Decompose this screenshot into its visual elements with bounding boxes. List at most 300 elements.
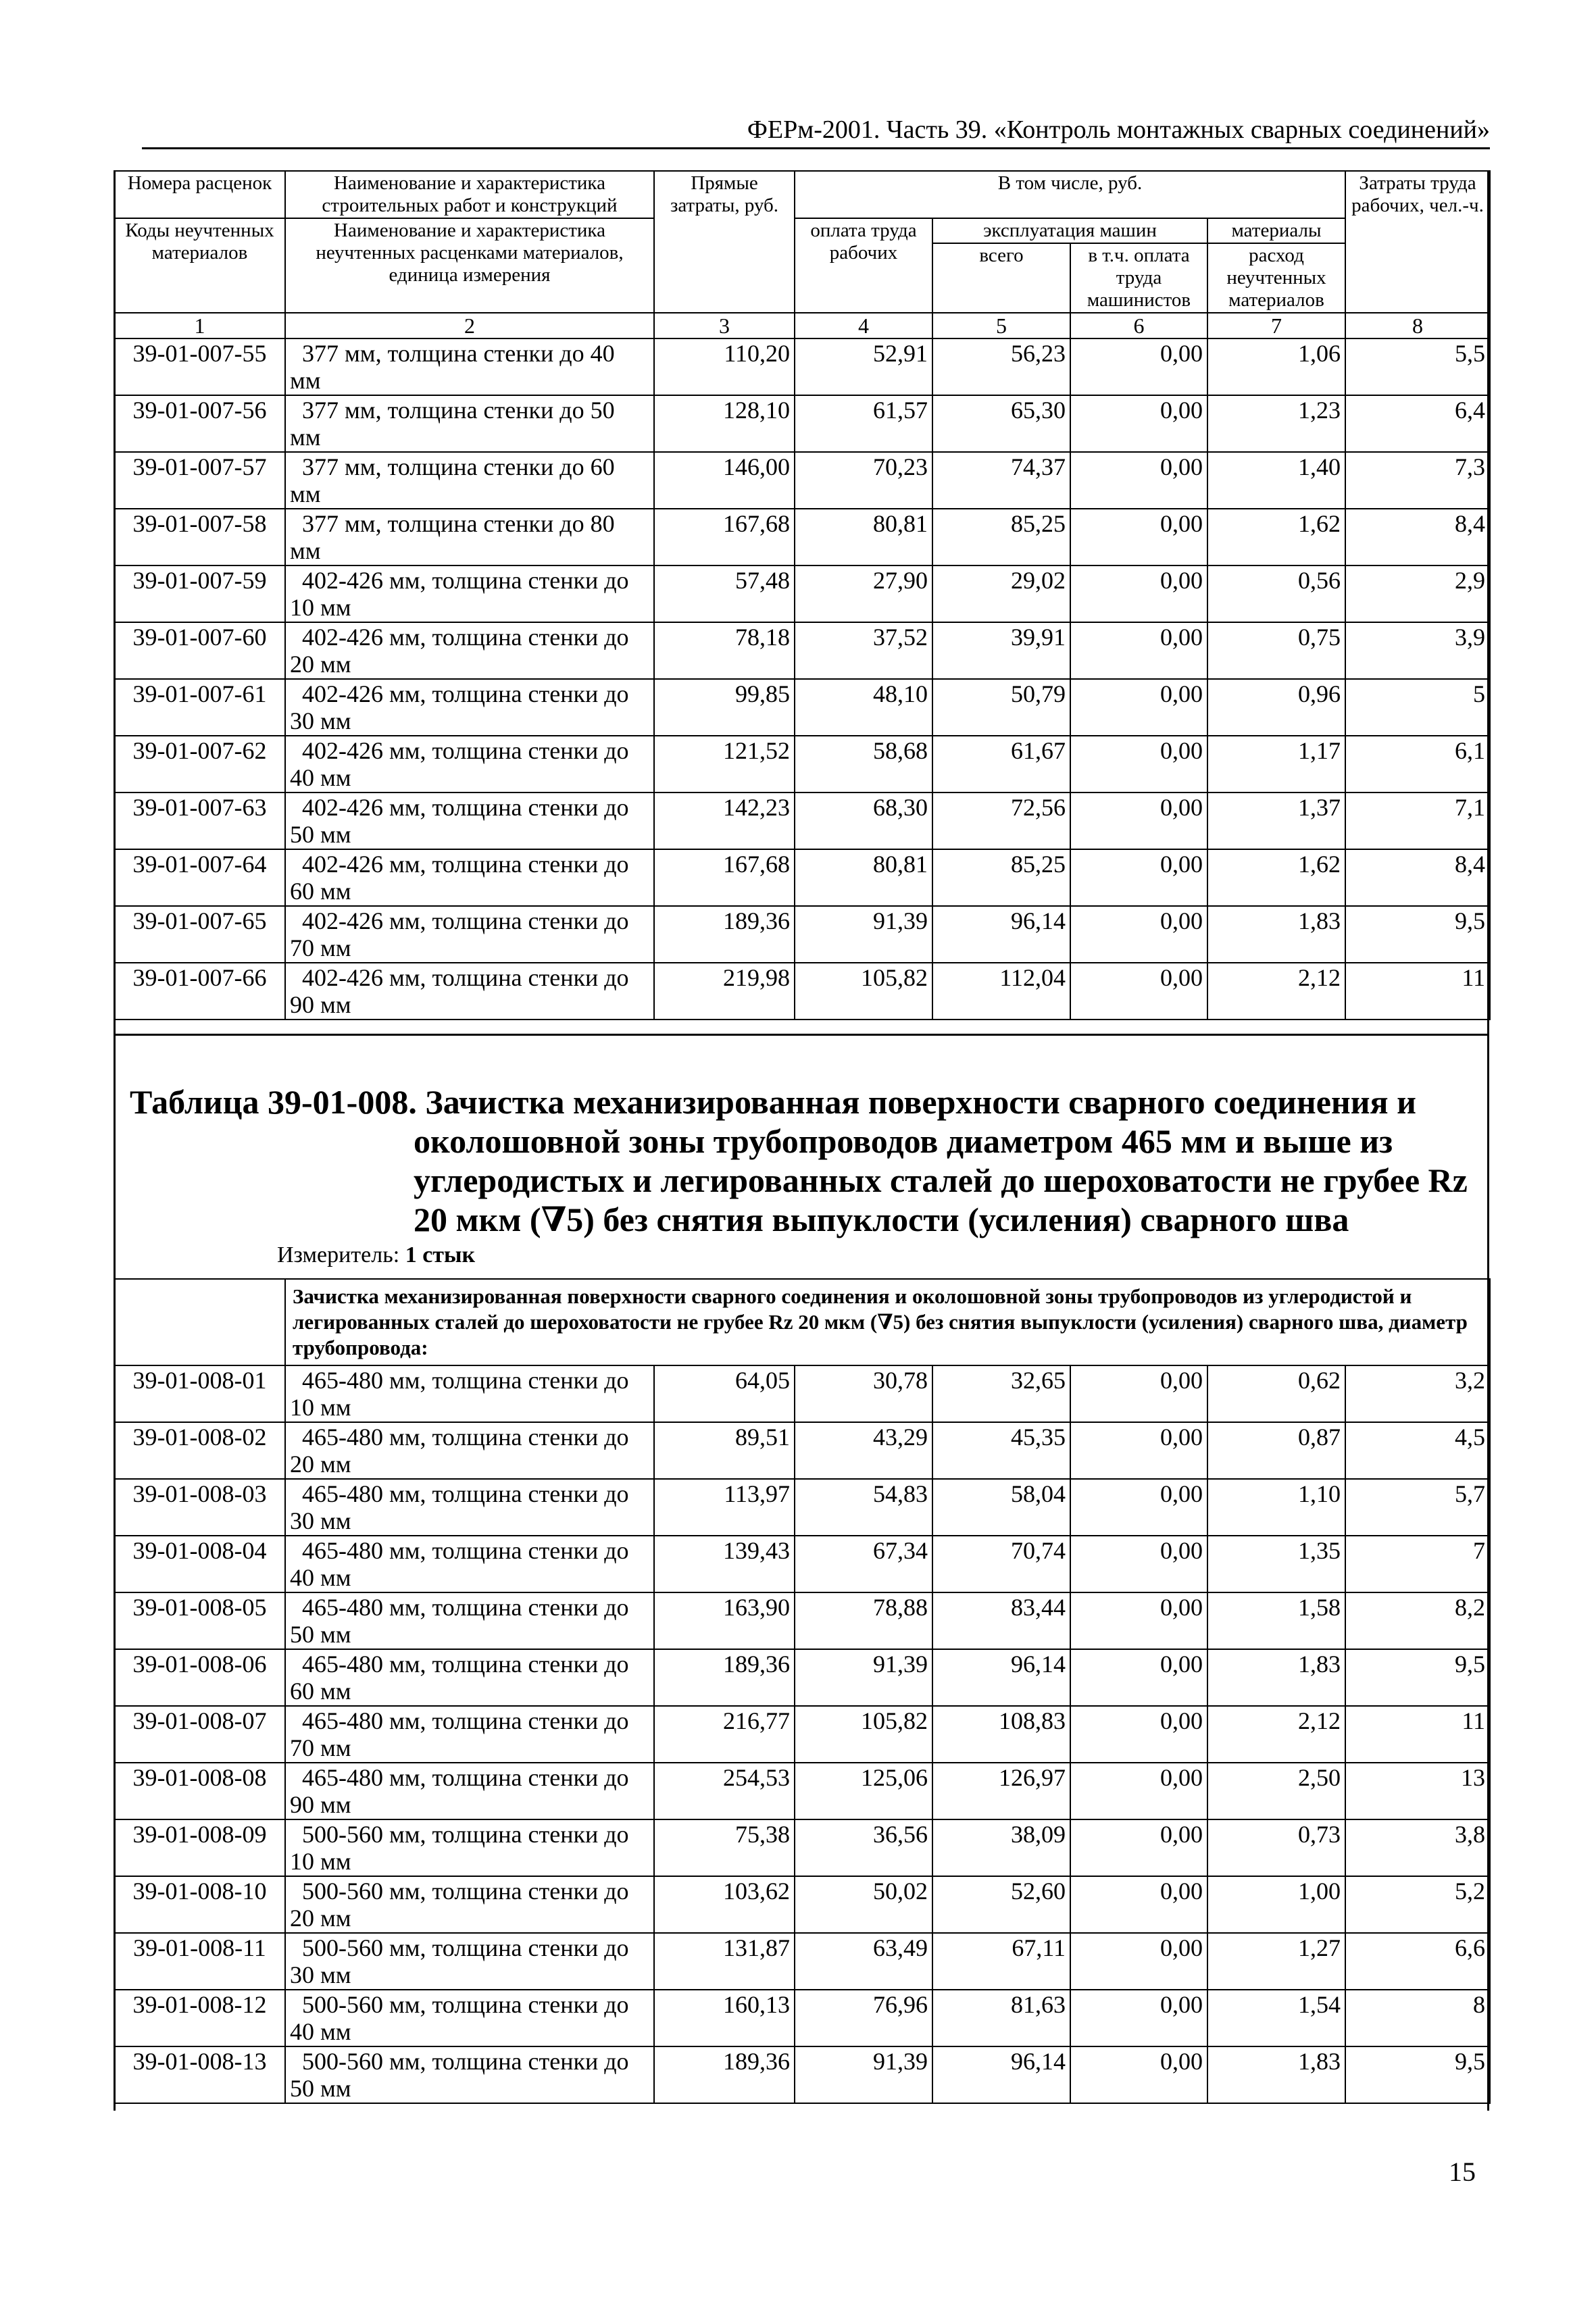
labor-costs-value: 11 xyxy=(1345,1706,1490,1763)
description-line: 465-480 мм, толщина стенки до xyxy=(302,1424,629,1451)
direct-costs-value: 113,97 xyxy=(654,1479,795,1536)
worker-pay-value: 52,91 xyxy=(795,338,932,395)
header-machine-operation: эксплуатация машин xyxy=(932,218,1207,243)
labor-costs-value: 5,5 xyxy=(1345,338,1490,395)
machine-total-value: 126,97 xyxy=(932,1763,1070,1819)
table-row xyxy=(114,1365,1490,1422)
direct-costs-value: 89,51 xyxy=(654,1422,795,1479)
description-line: мм xyxy=(290,367,321,394)
worker-pay-value: 50,02 xyxy=(795,1876,932,1933)
machine-total-value: 74,37 xyxy=(932,452,1070,509)
description-line: 30 мм xyxy=(290,1961,351,1988)
machine-total-value: 32,65 xyxy=(932,1365,1070,1422)
table-row xyxy=(114,452,1490,509)
direct-costs-value: 121,52 xyxy=(654,736,795,793)
material-consumption-value: 0,56 xyxy=(1207,565,1345,622)
worker-pay-value: 105,82 xyxy=(795,1706,932,1763)
header-materials: материалы xyxy=(1207,218,1345,243)
table-row xyxy=(114,1479,1490,1536)
table-row xyxy=(114,509,1490,565)
header-direct-costs: Прямые затраты, руб. xyxy=(654,171,795,313)
direct-costs-value: 219,98 xyxy=(654,963,795,1020)
description-line: 377 мм, толщина стенки до 60 xyxy=(302,453,615,480)
table-title-line-4: 20 мкм (∇5) без снятия выпуклости (усиления) сварного шва xyxy=(414,1201,1349,1238)
machinist-pay-value: 0,00 xyxy=(1070,849,1207,906)
labor-costs-value: 7,1 xyxy=(1345,793,1490,849)
worker-pay-value: 43,29 xyxy=(795,1422,932,1479)
table-row xyxy=(114,2046,1490,2103)
description-line: 90 мм xyxy=(290,991,351,1018)
description-line: 10 мм xyxy=(290,1848,351,1875)
material-consumption-value: 1,00 xyxy=(1207,1876,1345,1933)
machinist-pay-value: 0,00 xyxy=(1070,1706,1207,1763)
description-line: 20 мм xyxy=(290,1905,351,1932)
description-line: 465-480 мм, толщина стенки до xyxy=(302,1651,629,1678)
rate-code: 39-01-008-10 xyxy=(114,1876,285,1933)
work-description xyxy=(285,1990,654,2046)
header-material-codes: Коды неучтенных материалов xyxy=(114,218,285,313)
machinist-pay-value: 0,00 xyxy=(1070,1763,1207,1819)
labor-costs-value: 6,6 xyxy=(1345,1933,1490,1990)
machine-total-value: 65,30 xyxy=(932,395,1070,452)
direct-costs-value: 78,18 xyxy=(654,622,795,679)
material-consumption-value: 1,83 xyxy=(1207,906,1345,963)
machinist-pay-value: 0,00 xyxy=(1070,622,1207,679)
rate-code: 39-01-007-64 xyxy=(114,849,285,906)
machine-total-value: 50,79 xyxy=(932,679,1070,736)
work-description xyxy=(285,1763,654,1819)
worker-pay-value: 48,10 xyxy=(795,679,932,736)
machine-total-value: 85,25 xyxy=(932,849,1070,906)
column-number: 5 xyxy=(932,313,1070,338)
work-description xyxy=(285,736,654,793)
labor-costs-value: 6,1 xyxy=(1345,736,1490,793)
machine-total-value: 81,63 xyxy=(932,1990,1070,2046)
table-row xyxy=(114,1536,1490,1592)
labor-costs-value: 8,4 xyxy=(1345,509,1490,565)
description-line: 402-426 мм, толщина стенки до xyxy=(302,964,629,991)
description-line: 402-426 мм, толщина стенки до xyxy=(302,737,629,764)
worker-pay-value: 36,56 xyxy=(795,1819,932,1876)
direct-costs-value: 160,13 xyxy=(654,1990,795,2046)
machine-total-value: 112,04 xyxy=(932,963,1070,1020)
material-consumption-value: 1,58 xyxy=(1207,1592,1345,1649)
meter-label: Измеритель: xyxy=(277,1242,400,1267)
description-line: 60 мм xyxy=(290,878,351,905)
description-line: мм xyxy=(290,537,321,564)
rate-code: 39-01-007-58 xyxy=(114,509,285,565)
table-row xyxy=(114,395,1490,452)
material-consumption-value: 2,50 xyxy=(1207,1763,1345,1819)
rate-code: 39-01-007-66 xyxy=(114,963,285,1020)
header-material-name: Наименование и характеристика неучтенных расценками материалов, единица измерения xyxy=(285,218,654,313)
table-row xyxy=(114,849,1490,906)
table-row xyxy=(114,565,1490,622)
machinist-pay-value: 0,00 xyxy=(1070,1876,1207,1933)
description-line: 30 мм xyxy=(290,1507,351,1534)
material-consumption-value: 0,73 xyxy=(1207,1819,1345,1876)
direct-costs-value: 75,38 xyxy=(654,1819,795,1876)
description-line: 402-426 мм, толщина стенки до xyxy=(302,907,629,934)
header-work-name: Наименование и характеристика строительных работ и конструкций xyxy=(285,171,654,218)
rate-code: 39-01-008-06 xyxy=(114,1649,285,1706)
description-line: 465-480 мм, толщина стенки до xyxy=(302,1594,629,1621)
table-row xyxy=(114,1876,1490,1933)
machine-total-value: 39,91 xyxy=(932,622,1070,679)
table-title-line-2: околошовной зоны трубопроводов диаметром 465 мм и выше из xyxy=(414,1122,1393,1160)
table-row xyxy=(114,622,1490,679)
description-line: 402-426 мм, толщина стенки до xyxy=(302,851,629,878)
worker-pay-value: 68,30 xyxy=(795,793,932,849)
table-row xyxy=(114,1422,1490,1479)
machine-total-value: 96,14 xyxy=(932,2046,1070,2103)
running-header: ФЕРм-2001. Часть 39. «Контроль монтажных сварных соединений» xyxy=(142,115,1490,149)
material-consumption-value: 1,35 xyxy=(1207,1536,1345,1592)
direct-costs-value: 189,36 xyxy=(654,2046,795,2103)
column-number: 2 xyxy=(285,313,654,338)
labor-costs-value: 8 xyxy=(1345,1990,1490,2046)
work-description xyxy=(285,622,654,679)
rate-code: 39-01-008-07 xyxy=(114,1706,285,1763)
description-line: 377 мм, толщина стенки до 50 xyxy=(302,397,615,424)
rate-code: 39-01-007-55 xyxy=(114,338,285,395)
worker-pay-value: 30,78 xyxy=(795,1365,932,1422)
direct-costs-value: 57,48 xyxy=(654,565,795,622)
meter-value: 1 стык xyxy=(405,1242,476,1267)
material-consumption-value: 0,87 xyxy=(1207,1422,1345,1479)
worker-pay-value: 37,52 xyxy=(795,622,932,679)
machine-total-value: 96,14 xyxy=(932,906,1070,963)
labor-costs-value: 9,5 xyxy=(1345,2046,1490,2103)
rate-code: 39-01-008-03 xyxy=(114,1479,285,1536)
work-description xyxy=(285,1592,654,1649)
direct-costs-value: 216,77 xyxy=(654,1706,795,1763)
labor-costs-value: 6,4 xyxy=(1345,395,1490,452)
machinist-pay-value: 0,00 xyxy=(1070,906,1207,963)
worker-pay-value: 61,57 xyxy=(795,395,932,452)
table-row xyxy=(114,338,1490,395)
header-rate-numbers: Номера расценок xyxy=(114,171,285,218)
work-description xyxy=(285,1536,654,1592)
work-description xyxy=(285,2046,654,2103)
column-number: 4 xyxy=(795,313,932,338)
worker-pay-value: 58,68 xyxy=(795,736,932,793)
description-line: 90 мм xyxy=(290,1791,351,1818)
description-line: 402-426 мм, толщина стенки до xyxy=(302,567,629,594)
work-description xyxy=(285,906,654,963)
table-row xyxy=(114,1819,1490,1876)
labor-costs-value: 9,5 xyxy=(1345,906,1490,963)
rate-code: 39-01-007-65 xyxy=(114,906,285,963)
machine-total-value: 70,74 xyxy=(932,1536,1070,1592)
machinist-pay-value: 0,00 xyxy=(1070,452,1207,509)
worker-pay-value: 54,83 xyxy=(795,1479,932,1536)
machine-total-value: 96,14 xyxy=(932,1649,1070,1706)
description-line: 465-480 мм, толщина стенки до xyxy=(302,1537,629,1564)
table-row xyxy=(114,793,1490,849)
rate-code: 39-01-008-09 xyxy=(114,1819,285,1876)
rate-code: 39-01-007-56 xyxy=(114,395,285,452)
work-description xyxy=(285,1876,654,1933)
worker-pay-value: 91,39 xyxy=(795,2046,932,2103)
direct-costs-value: 110,20 xyxy=(654,338,795,395)
worker-pay-value: 70,23 xyxy=(795,452,932,509)
material-consumption-value: 0,62 xyxy=(1207,1365,1345,1422)
header-labor-costs: Затраты труда рабочих, чел.-ч. xyxy=(1345,171,1490,313)
machinist-pay-value: 0,00 xyxy=(1070,395,1207,452)
description-line: 70 мм xyxy=(290,1734,351,1761)
material-consumption-value: 0,75 xyxy=(1207,622,1345,679)
description-line: 50 мм xyxy=(290,1621,351,1648)
work-description xyxy=(285,1819,654,1876)
description-line: 500-560 мм, толщина стенки до xyxy=(302,1878,629,1905)
machinist-pay-value: 0,00 xyxy=(1070,1990,1207,2046)
work-description xyxy=(285,452,654,509)
material-consumption-value: 1,83 xyxy=(1207,2046,1345,2103)
work-description xyxy=(285,679,654,736)
description-line: 465-480 мм, толщина стенки до xyxy=(302,1764,629,1791)
work-description xyxy=(285,1422,654,1479)
description-line: мм xyxy=(290,424,321,451)
worker-pay-value: 67,34 xyxy=(795,1536,932,1592)
machine-total-value: 85,25 xyxy=(932,509,1070,565)
direct-costs-value: 254,53 xyxy=(654,1763,795,1819)
labor-costs-value: 7 xyxy=(1345,1536,1490,1592)
material-consumption-value: 1,54 xyxy=(1207,1990,1345,2046)
machinist-pay-value: 0,00 xyxy=(1070,1536,1207,1592)
table-row xyxy=(114,1933,1490,1990)
table-title-line-3: углеродистых и легированных сталей до шероховатости не грубее Rz xyxy=(414,1161,1468,1199)
description-line: 465-480 мм, толщина стенки до xyxy=(302,1480,629,1507)
direct-costs-value: 142,23 xyxy=(654,793,795,849)
labor-costs-value: 11 xyxy=(1345,963,1490,1020)
description-line: 40 мм xyxy=(290,1564,351,1591)
rate-code: 39-01-007-61 xyxy=(114,679,285,736)
machine-total-value: 29,02 xyxy=(932,565,1070,622)
table-row xyxy=(114,1763,1490,1819)
machine-total-value: 67,11 xyxy=(932,1933,1070,1990)
machine-total-value: 83,44 xyxy=(932,1592,1070,1649)
material-consumption-value: 2,12 xyxy=(1207,963,1345,1020)
rate-code: 39-01-008-02 xyxy=(114,1422,285,1479)
labor-costs-value: 5,2 xyxy=(1345,1876,1490,1933)
worker-pay-value: 78,88 xyxy=(795,1592,932,1649)
meter xyxy=(277,1242,475,1269)
description-line: 500-560 мм, толщина стенки до xyxy=(302,1991,629,2018)
worker-pay-value: 91,39 xyxy=(795,906,932,963)
header-worker-pay: оплата труда рабочих xyxy=(795,218,932,313)
machine-total-value: 58,04 xyxy=(932,1479,1070,1536)
header-machinist-pay: в т.ч. оплата труда машинистов xyxy=(1070,243,1207,313)
table-row xyxy=(114,1990,1490,2046)
rate-code: 39-01-007-60 xyxy=(114,622,285,679)
labor-costs-value: 3,9 xyxy=(1345,622,1490,679)
header-material-consumption: расход неучтенных материалов xyxy=(1207,243,1345,313)
rates-table-008 xyxy=(114,1278,1491,2104)
rate-code: 39-01-008-04 xyxy=(114,1536,285,1592)
work-description xyxy=(285,338,654,395)
material-consumption-value: 1,17 xyxy=(1207,736,1345,793)
direct-costs-value: 128,10 xyxy=(654,395,795,452)
direct-costs-value: 99,85 xyxy=(654,679,795,736)
table-row xyxy=(114,906,1490,963)
table-row xyxy=(114,679,1490,736)
machinist-pay-value: 0,00 xyxy=(1070,565,1207,622)
work-description xyxy=(285,1365,654,1422)
machine-total-value: 61,67 xyxy=(932,736,1070,793)
description-line: 402-426 мм, толщина стенки до xyxy=(302,624,629,651)
machine-total-value: 38,09 xyxy=(932,1819,1070,1876)
table-row xyxy=(114,1649,1490,1706)
worker-pay-value: 76,96 xyxy=(795,1990,932,2046)
labor-costs-value: 8,2 xyxy=(1345,1592,1490,1649)
work-description xyxy=(285,1933,654,1990)
column-number: 6 xyxy=(1070,313,1207,338)
labor-costs-value: 9,5 xyxy=(1345,1649,1490,1706)
work-description xyxy=(285,1706,654,1763)
material-consumption-value: 1,27 xyxy=(1207,1933,1345,1990)
header-machine-total: всего xyxy=(932,243,1070,313)
work-description xyxy=(285,565,654,622)
rate-code: 39-01-008-11 xyxy=(114,1933,285,1990)
labor-costs-value: 3,8 xyxy=(1345,1819,1490,1876)
description-line: 402-426 мм, толщина стенки до xyxy=(302,794,629,821)
work-description xyxy=(285,849,654,906)
worker-pay-value: 27,90 xyxy=(795,565,932,622)
material-consumption-value: 1,62 xyxy=(1207,849,1345,906)
material-consumption-value: 1,23 xyxy=(1207,395,1345,452)
description-line: мм xyxy=(290,480,321,507)
machinist-pay-value: 0,00 xyxy=(1070,1933,1207,1990)
machine-total-value: 72,56 xyxy=(932,793,1070,849)
work-description xyxy=(285,793,654,849)
labor-costs-value: 8,4 xyxy=(1345,849,1490,906)
machine-total-value: 56,23 xyxy=(932,338,1070,395)
rate-code: 39-01-007-59 xyxy=(114,565,285,622)
description-line: 377 мм, толщина стенки до 40 xyxy=(302,340,615,367)
column-number: 7 xyxy=(1207,313,1345,338)
description-line: 10 мм xyxy=(290,594,351,621)
rate-code: 39-01-007-62 xyxy=(114,736,285,793)
material-consumption-value: 1,83 xyxy=(1207,1649,1345,1706)
machinist-pay-value: 0,00 xyxy=(1070,2046,1207,2103)
rate-code: 39-01-008-13 xyxy=(114,2046,285,2103)
table-description: Зачистка механизированная поверхности сварного соединения и околошовной зоны трубопроводов из углеродистой и легированных сталей до шероховатости не грубее Rz 20 мкм (∇5) без снятия выпуклости (усиления) сварного шва, диаметр трубопровода: xyxy=(285,1279,1490,1365)
rates-table-007 xyxy=(114,170,1491,1020)
labor-costs-value: 13 xyxy=(1345,1763,1490,1819)
rate-code: 39-01-007-57 xyxy=(114,452,285,509)
machinist-pay-value: 0,00 xyxy=(1070,338,1207,395)
machinist-pay-value: 0,00 xyxy=(1070,1649,1207,1706)
description-line: 30 мм xyxy=(290,707,351,734)
machinist-pay-value: 0,00 xyxy=(1070,793,1207,849)
table-divider xyxy=(114,1034,1489,1036)
machinist-pay-value: 0,00 xyxy=(1070,1592,1207,1649)
description-line: 70 мм xyxy=(290,934,351,961)
description-line: 60 мм xyxy=(290,1678,351,1705)
direct-costs-value: 163,90 xyxy=(654,1592,795,1649)
table-row xyxy=(114,1592,1490,1649)
machinist-pay-value: 0,00 xyxy=(1070,963,1207,1020)
labor-costs-value: 2,9 xyxy=(1345,565,1490,622)
machinist-pay-value: 0,00 xyxy=(1070,1365,1207,1422)
column-number: 8 xyxy=(1345,313,1490,338)
column-number: 3 xyxy=(654,313,795,338)
description-line: 50 мм xyxy=(290,2075,351,2102)
work-description xyxy=(285,963,654,1020)
description-line: 500-560 мм, толщина стенки до xyxy=(302,2048,629,2075)
description-blank-cell xyxy=(114,1279,285,1365)
table-row xyxy=(114,1706,1490,1763)
rate-code: 39-01-008-08 xyxy=(114,1763,285,1819)
material-consumption-value: 0,96 xyxy=(1207,679,1345,736)
description-line: 50 мм xyxy=(290,821,351,848)
direct-costs-value: 167,68 xyxy=(654,509,795,565)
direct-costs-value: 139,43 xyxy=(654,1536,795,1592)
labor-costs-value: 5,7 xyxy=(1345,1479,1490,1536)
material-consumption-value: 1,10 xyxy=(1207,1479,1345,1536)
machine-total-value: 52,60 xyxy=(932,1876,1070,1933)
material-consumption-value: 1,06 xyxy=(1207,338,1345,395)
page-number: 15 xyxy=(1449,2157,1476,2187)
description-line: 402-426 мм, толщина стенки до xyxy=(302,680,629,707)
header-including: В том числе, руб. xyxy=(795,171,1345,218)
direct-costs-value: 103,62 xyxy=(654,1876,795,1933)
worker-pay-value: 80,81 xyxy=(795,849,932,906)
description-line: 465-480 мм, толщина стенки до xyxy=(302,1707,629,1734)
machinist-pay-value: 0,00 xyxy=(1070,509,1207,565)
worker-pay-value: 125,06 xyxy=(795,1763,932,1819)
material-consumption-value: 1,40 xyxy=(1207,452,1345,509)
column-number: 1 xyxy=(114,313,285,338)
work-description xyxy=(285,395,654,452)
machine-total-value: 108,83 xyxy=(932,1706,1070,1763)
worker-pay-value: 80,81 xyxy=(795,509,932,565)
machinist-pay-value: 0,00 xyxy=(1070,736,1207,793)
table-row xyxy=(114,736,1490,793)
machinist-pay-value: 0,00 xyxy=(1070,1479,1207,1536)
description-line: 500-560 мм, толщина стенки до xyxy=(302,1821,629,1848)
description-line: 10 мм xyxy=(290,1394,351,1421)
rate-code: 39-01-008-05 xyxy=(114,1592,285,1649)
labor-costs-value: 4,5 xyxy=(1345,1422,1490,1479)
table-row xyxy=(114,963,1490,1020)
rate-code: 39-01-008-01 xyxy=(114,1365,285,1422)
labor-costs-value: 7,3 xyxy=(1345,452,1490,509)
description-line: 465-480 мм, толщина стенки до xyxy=(302,1367,629,1394)
machinist-pay-value: 0,00 xyxy=(1070,679,1207,736)
machine-total-value: 45,35 xyxy=(932,1422,1070,1479)
work-description xyxy=(285,509,654,565)
labor-costs-value: 5 xyxy=(1345,679,1490,736)
machinist-pay-value: 0,00 xyxy=(1070,1819,1207,1876)
material-consumption-value: 2,12 xyxy=(1207,1706,1345,1763)
worker-pay-value: 91,39 xyxy=(795,1649,932,1706)
direct-costs-value: 131,87 xyxy=(654,1933,795,1990)
direct-costs-value: 167,68 xyxy=(654,849,795,906)
direct-costs-value: 146,00 xyxy=(654,452,795,509)
table-title xyxy=(130,1082,1481,1239)
description-line: 500-560 мм, толщина стенки до xyxy=(302,1934,629,1961)
direct-costs-value: 64,05 xyxy=(654,1365,795,1422)
description-line: 40 мм xyxy=(290,2018,351,2045)
material-consumption-value: 1,62 xyxy=(1207,509,1345,565)
description-line: 40 мм xyxy=(290,764,351,791)
machinist-pay-value: 0,00 xyxy=(1070,1422,1207,1479)
description-line: 20 мм xyxy=(290,1451,351,1478)
direct-costs-value: 189,36 xyxy=(654,906,795,963)
rate-code: 39-01-007-63 xyxy=(114,793,285,849)
